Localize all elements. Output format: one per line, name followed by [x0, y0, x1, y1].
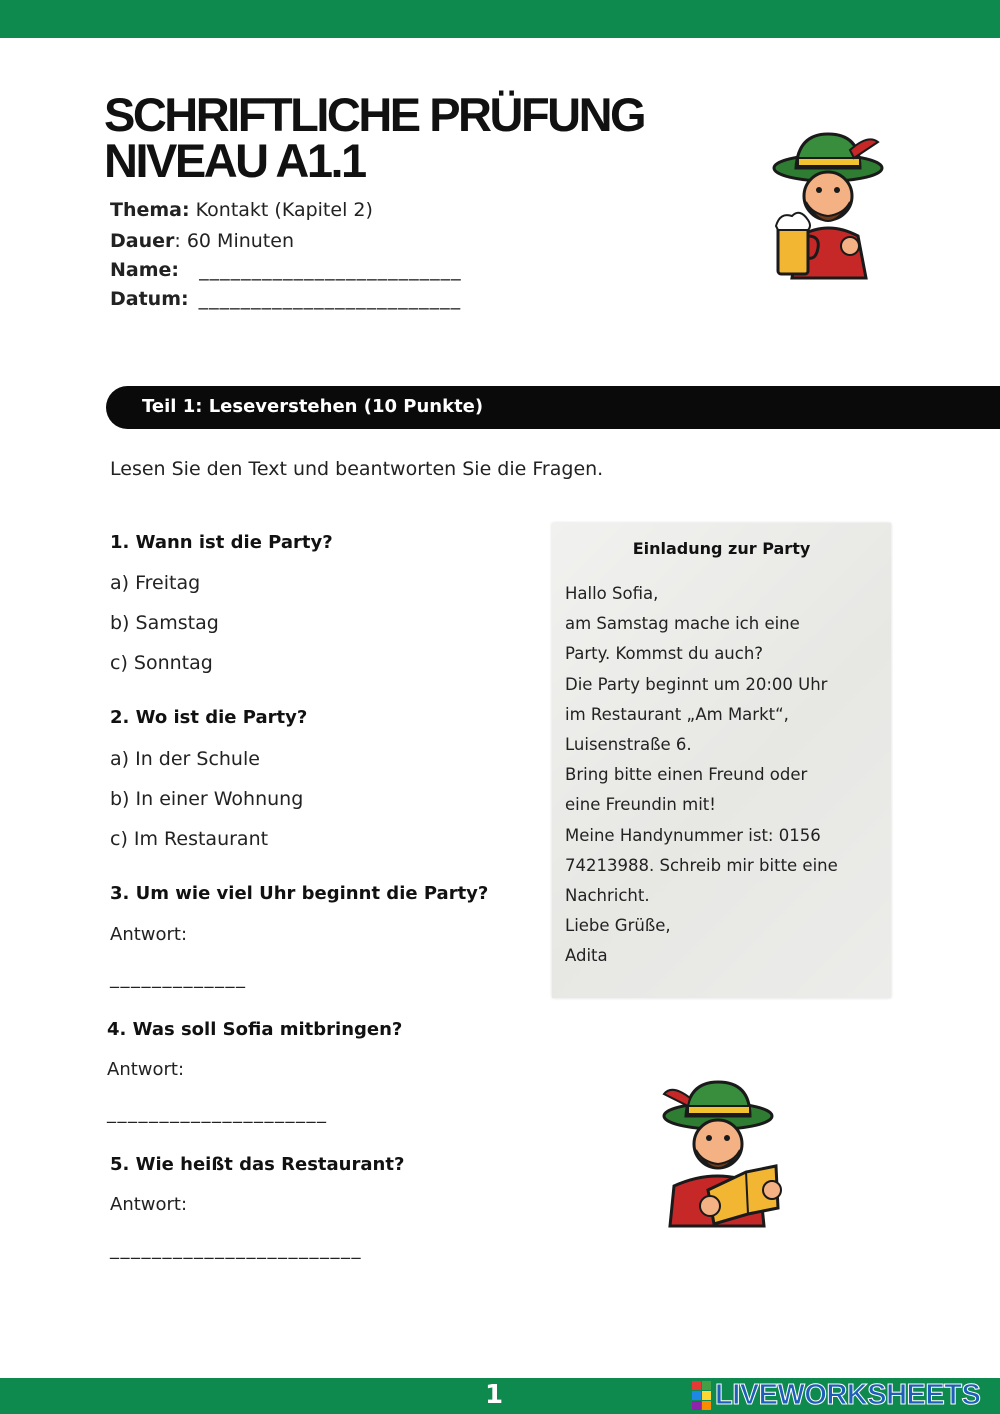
letter-line: Die Party beginnt um 20:00 Uhr	[565, 674, 828, 694]
q2-option-c[interactable]: c) Im Restaurant	[110, 828, 269, 850]
page-title	[104, 88, 645, 187]
thema-value: Kontakt (Kapitel 2)	[195, 199, 373, 221]
datum-field[interactable]: _________________________	[198, 288, 462, 310]
question-3: 3. Um wie viel Uhr beginnt die Party?	[110, 883, 489, 904]
question-2: 2. Wo ist die Party?	[110, 707, 308, 728]
meta-dauer	[110, 230, 294, 252]
name-label: Name:	[110, 259, 180, 281]
q3-answer-field[interactable]: _____________	[110, 968, 247, 989]
dauer-label: Dauer	[110, 230, 175, 252]
liveworksheets-logo-icon	[692, 1381, 711, 1410]
page-number: 1	[484, 1380, 504, 1410]
q5-answer-label: Antwort:	[110, 1194, 188, 1215]
meta-name	[110, 259, 462, 281]
invitation-card	[552, 523, 891, 998]
meta-datum	[110, 288, 461, 310]
liveworksheets-wordmark: LIVEWORKSHEETS	[715, 1378, 981, 1411]
letter-line: eine Freundin mit!	[565, 795, 716, 815]
q1-option-b[interactable]: b) Samstag	[110, 612, 219, 634]
letter-line: am Samstag mache ich eine	[565, 614, 800, 634]
letter-line: im Restaurant „Am Markt“,	[565, 704, 789, 724]
name-field[interactable]: _________________________	[199, 259, 462, 281]
question-1: 1. Wann ist die Party?	[110, 532, 333, 553]
section-title: Teil 1: Leseverstehen (10 Punkte)	[142, 396, 484, 417]
q2-option-b[interactable]: b) In einer Wohnung	[110, 788, 304, 810]
q3-answer-label: Antwort:	[110, 924, 188, 945]
letter-line: Liebe Grüße,	[565, 916, 671, 936]
q1-option-c[interactable]: c) Sonntag	[110, 652, 213, 674]
letter-line: Party. Kommst du auch?	[565, 644, 764, 664]
liveworksheets-logo[interactable]	[692, 1380, 980, 1410]
section-header-bar	[106, 386, 1000, 429]
letter-line: Meine Handynummer ist: 0156	[565, 825, 821, 845]
mascot-reading-icon	[656, 1078, 788, 1230]
q4-answer-label: Antwort:	[107, 1059, 185, 1080]
letter-line: Hallo Sofia,	[565, 584, 659, 603]
mascot-beer-icon	[770, 128, 886, 286]
question-5: 5. Wie heißt das Restaurant?	[110, 1154, 405, 1175]
dauer-value: : 60 Minuten	[174, 230, 294, 252]
letter-line: Luisenstraße 6.	[565, 735, 692, 755]
q2-option-a[interactable]: a) In der Schule	[110, 748, 260, 770]
letter-line: Adita	[565, 946, 608, 966]
thema-label: Thema:	[110, 199, 190, 221]
top-green-bar	[0, 0, 1000, 38]
q4-answer-field[interactable]: _____________________	[107, 1103, 328, 1124]
letter-line: Nachricht.	[565, 886, 650, 906]
instruction-text: Lesen Sie den Text und beantworten Sie die Fragen.	[110, 458, 604, 480]
invitation-title: Einladung zur Party	[632, 539, 811, 558]
datum-label: Datum:	[110, 288, 189, 310]
title-line-2: NIVEAU A1.1	[104, 134, 365, 187]
letter-line: 74213988. Schreib mir bitte eine	[565, 855, 838, 875]
q5-answer-field[interactable]: ________________________	[110, 1239, 362, 1260]
title-line-1: SCHRIFTLICHE PRÜFUNG	[104, 88, 645, 141]
question-4: 4. Was soll Sofia mitbringen?	[107, 1019, 403, 1040]
q1-option-a[interactable]: a) Freitag	[110, 572, 201, 594]
invitation-text	[565, 579, 885, 972]
meta-thema	[110, 199, 373, 221]
letter-line: Bring bitte einen Freund oder	[565, 765, 808, 785]
